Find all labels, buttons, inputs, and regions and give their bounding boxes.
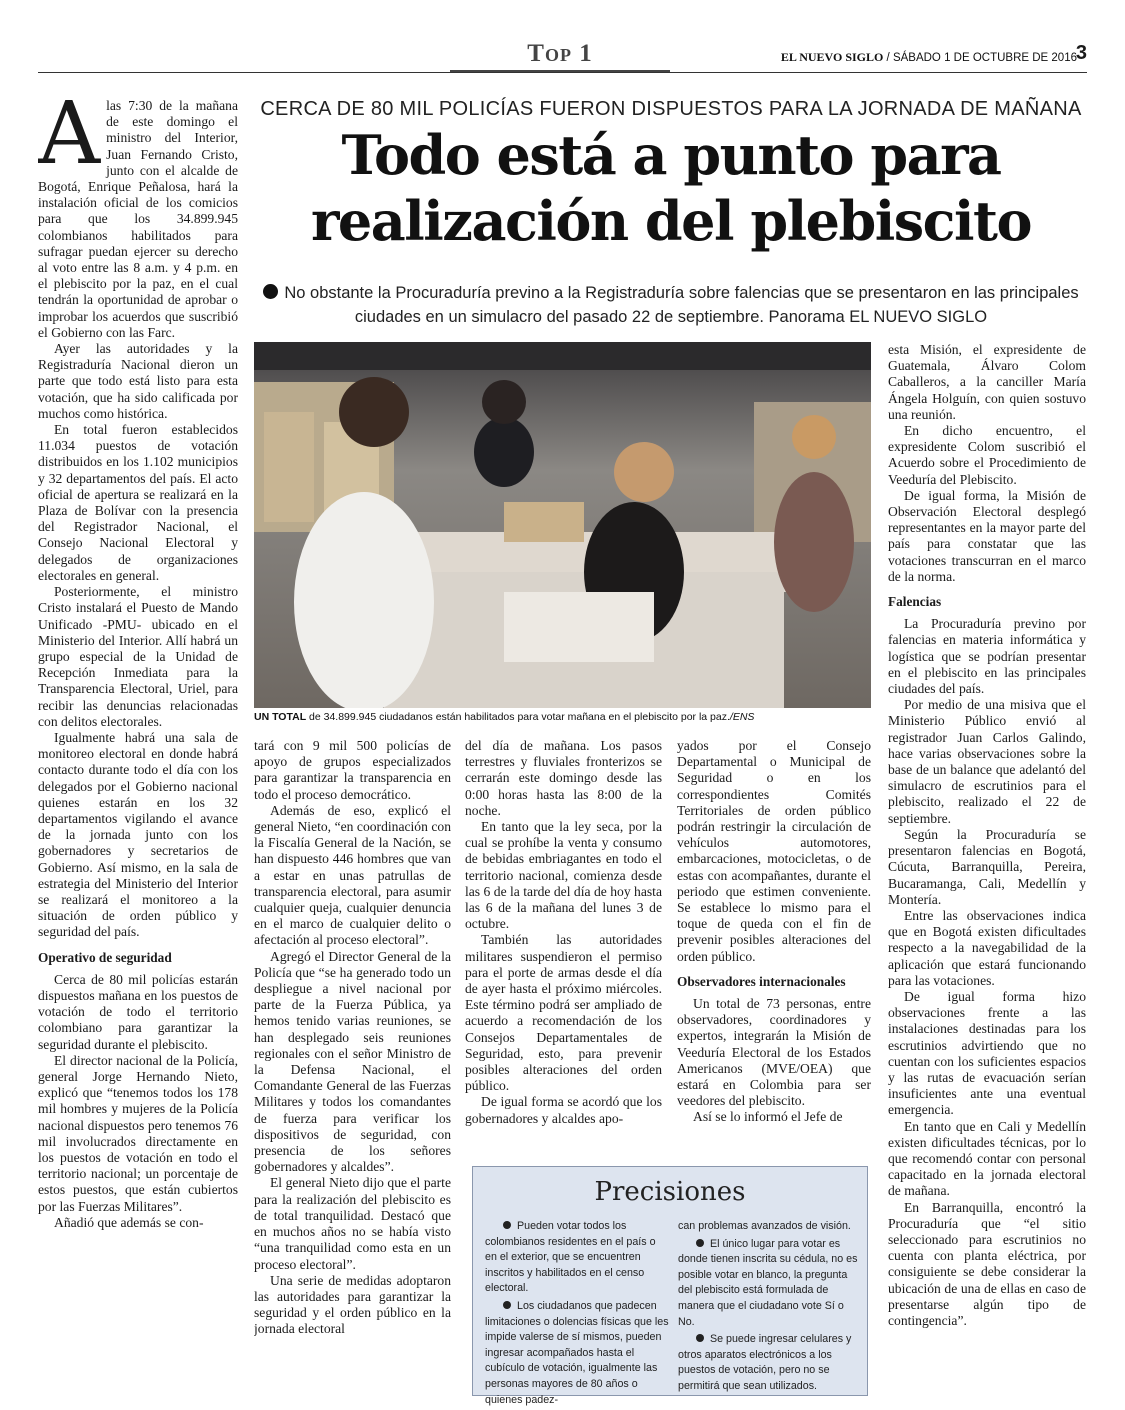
photo-illustration [254, 342, 871, 708]
box-column-2 [678, 1219, 862, 1397]
article-deck [254, 281, 1088, 329]
caption-text: de 34.899.945 ciudadanos están habilitados para votar mañana en el plebiscito por la paz. [306, 711, 730, 723]
paragraph: Añadió que además se con- [54, 1214, 204, 1230]
article-column-1 [38, 98, 238, 1398]
box-item-continued: can problemas avanzados de visión. [678, 1220, 851, 1232]
subhead-falencias: Falencias [888, 594, 942, 610]
bullet-icon [503, 1221, 511, 1229]
article-kicker: CERCA DE 80 MIL POLICÍAS FUERON DISPUESTOS PARA LA JORNADA DE MAÑANA [260, 98, 1082, 120]
article-column-4 [677, 738, 871, 1148]
paragraph: Agregó el Director General de la Policía que “se ha generado todo un despliegue a nivel nacional por parte de la Fuerza Pública, ya hemos tenido varias reuniones, se han desplegado seis reuniones regionales con el señor Ministro de la Defensa Nacional, el Comandante General de las Fuerzas Militares y todos los comandantes de fuerza para verificar los dispositivos de seguridad, con presencia de los señores gobernadores y alcaldes”. [254, 948, 451, 1175]
paragraph: Así se lo informó el Jefe de [693, 1109, 843, 1125]
paragraph: Igualmente habrá una sala de monitoreo electoral en donde habrá contacto durante todo el día con los delegados por el Gobierno nacional quienes estarán en los 32 departamentos vigilando el avance de la jornada junto con los gobernadores y secretarios de Gobierno. Así mismo, en la sala de estrategia del Ministerio del Interior se realizará el monitoreo a la situación de orden público y seguridad del país. [38, 729, 238, 940]
section-tag: Top 1 [527, 40, 593, 67]
paragraph: En dicho encuentro, el expresidente Colom suscribió el Acuerdo sobre el Procedimiento de Veeduría del Plebiscito. [888, 423, 1086, 487]
header-rule [38, 72, 1087, 73]
article-column-3 [465, 738, 662, 1148]
caption-credit: /ENS [729, 711, 755, 723]
paragraph: Entre las observaciones indica que en Bogotá existen dificultades respecto a la navegabilidad de la aplicación que estará funcionando para las votaciones. [888, 907, 1086, 988]
paragraph: las 7:30 de la mañana de este domingo el ministro del Interior, Juan Fernando Cristo, junto con el alcalde de Bogotá, Enrique Peñalosa, hará la instalación oficial de los comicios para que los 34.899.945 colombianos habilitados para sufragar puedan ejercer su derecho al voto entre las 8 a.m. y 4 p.m. en el plebiscito por la paz, en el cual tendrán la oportunidad de aprobar o improbar los acuerdos que suscribió el Gobierno con las Farc. [38, 98, 238, 340]
deck-text: No obstante la Procuraduría previno a la Registraduría sobre falencias que se presentaron en las principales ciudades en un simulacro del pasado 22 de septiembre. Panorama EL NUEVO SIGLO [284, 284, 1079, 326]
paragraph: Ayer las autoridades y la Registraduría Nacional dieron un parte que todo está listo para esta votación, que ha sido calificada por muchos como histórica. [38, 341, 238, 421]
article-photo [254, 342, 871, 708]
article-headline [254, 122, 1088, 254]
box-column-1 [485, 1219, 669, 1410]
paragraph: tará con 9 mil 500 policías de apoyo de grupos especializados para garantizar la transparencia en todo el proceso democrático. [254, 738, 451, 802]
dropcap: A [38, 98, 101, 184]
paragraph: El director nacional de la Policía, general Jorge Hernando Nieto, explicó que “tenemos todos los 178 mil hombres y mujeres de la Policía nacional dispuestos pero tenemos 76 mil involucrados directamente en los puestos de votación en todo el territorio nacional; un porcentaje de estos puestos, que están cubiertos por las Fuerzas Militares”. [38, 1052, 238, 1214]
paragraph: Según la Procuraduría se presentaron falencias en Bogotá, Cúcuta, Barranquilla, Pereira, Bucaramanga, Cali, Medellín y Montería. [888, 826, 1086, 907]
bullet-icon [696, 1334, 704, 1342]
photo-caption [254, 711, 871, 723]
paragraph: En total fueron establecidos 11.034 puestos de votación distribuidos en los 1.102 municipios y 32 departamentos del país. El acto oficial de apertura se realizará en la Plaza de Bolívar con la presencia del Registrador Nacional, el Consejo Nacional Electoral y delegados de organizaciones electorales en general. [38, 422, 238, 583]
box-item [678, 1332, 862, 1394]
precisiones-box [472, 1166, 868, 1406]
box-item-text: Se puede ingresar celulares y otros aparatos electrónicos a los puestos de votación, pero no se permitirá que sean utilizados. [678, 1333, 852, 1392]
paragraph: De igual forma hizo observaciones frente a las instalaciones destinadas para los escrutinios advirtiendo que no cuentan con los suficientes espacios y las rutas de evacuación serían insuficientes ante una eventual emergencia. [888, 988, 1086, 1118]
box-item-text: El único lugar para votar es donde tienen inscrita su cédula, no es posible votar en blanco, la pregunta del plebiscito está formulada de manera que el ciudadano vote Sí o No. [678, 1237, 858, 1328]
masthead: EL NUEVO SIGLO / SÁBADO 1 DE OCTUBRE DE 2016 [780, 50, 1077, 64]
paragraph: El general Nieto dijo que el parte para la realización del plebiscito es de total tranquilidad. Destacó que en muchos años no se había visto “una tranquilidad como esta en un proceso electoral”. [254, 1175, 451, 1272]
paragraph: En Barranquilla, encontró la Procuraduría que “el sitio seleccionado para escrutinios no cuenta con planta eléctrica, por consiguiente se debe considerar la ubicación de una de ellas en caso de presentarse algún tipo de contingencia”. [888, 1199, 1086, 1328]
bullet-icon [696, 1239, 704, 1247]
subhead-security: Operativo de seguridad [38, 949, 172, 965]
box-item [485, 1219, 669, 1297]
article-column-2 [254, 738, 451, 1400]
headline-line-1: Todo está a punto para [341, 123, 1001, 187]
subhead-observers: Observadores internacionales [677, 973, 846, 989]
paragraph: De igual forma, la Misión de Observación Electoral desplegó representantes en la mayor parte del país para constatar que las votaciones transcurran en el marco de la norma. [888, 487, 1086, 584]
box-item [485, 1299, 669, 1408]
box-title: Precisiones [594, 1177, 746, 1207]
caption-label: UN TOTAL [254, 711, 307, 723]
page-number: 3 [1075, 42, 1087, 64]
paragraph: La Procuraduría previno por falencias en materia informática y logística que se podrían presentar en el plebiscito en las principales ciudades del país. [888, 616, 1086, 697]
paragraph: yados por el Consejo Departamental o Municipal de Seguridad o en los correspondientes Comités Territoriales de orden público podrán restringir la circulación de vehículos automotores, embarcaciones, motocicletas, o de estas con acompañantes, durante el periodo que estimen conveniente. Se establece lo mismo para el toque de queda con el fin de prevenir posibles alteraciones del orden público. [677, 738, 871, 964]
paragraph: del día de mañana. Los pasos terrestres y fluviales fronterizos se cerrarán este domingo desde las 0:00 horas hasta las 8:00 de la noche. [465, 738, 662, 818]
box-item-text: Los ciudadanos que padecen limitaciones o dolencias físicas que les impide valerse de sí mismos, pueden ingresar acompañados hasta el cubículo de votación, igualmente las personas mayores de 80 años o quienes padez- [485, 1299, 669, 1406]
deck-bullet-icon [263, 284, 278, 299]
paragraph: Un total de 73 personas, entre observadores, coordinadores y expertos, integrarán la Misión de Veeduría Electoral de los Estados Americanos (MVE/OEA) que estará en Colombia para ser veedores del plebiscito. [677, 996, 871, 1109]
masthead-paper: EL NUEVO SIGLO [780, 50, 884, 64]
paragraph: También las autoridades militares suspendieron el permiso para el porte de armas desde el día de ayer hasta el próximo miércoles. Este término podrá ser ampliado de acuerdo a recomendación de los Consejos Departamentales de Seguridad, esto, para prevenir posibles alteraciones del orden público. [465, 932, 662, 1094]
paragraph: Cerca de 80 mil policías estarán dispuestos mañana en los puestos de votación de todo el territorio colombiano para garantizar la seguridad durante el plebiscito. [38, 971, 238, 1052]
paragraph: Además de eso, explicó el general Nieto, “en coordinación con la Fiscalía General de la Nación, se han dispuesto 446 hombres que van a estar en unas patrullas de transparencia electoral, para asumir cualquier queja, cualquier denuncia en el marco de cualquier delito o afectación al proceso electoral”. [254, 802, 451, 948]
paragraph: En tanto que en Cali y Medellín existen dificultades técnicas, por lo que recomendó contar con personal capacitado en la jornada electoral de mañana. [888, 1118, 1086, 1199]
headline-line-2: realización del plebiscito [310, 189, 1032, 253]
paragraph: Posteriormente, el ministro Cristo instalará el Puesto de Mando Unificado -PMU- ubicado en el Ministerio del Interior. Allí habrá un grupo especial de la Unidad de Recepción Inmediata para la Transparencia Electoral, Uriel, para recibir las denuncias relacionadas con delitos electorales. [38, 584, 238, 729]
paragraph: esta Misión, el expresidente de Guatemala, Álvaro Colom Caballeros, a la canciller María Ángela Holguín, con quien sostuvo una reunión. [888, 342, 1086, 422]
masthead-date: SÁBADO 1 DE OCTUBRE DE 2016 [892, 52, 1077, 64]
paragraph: Una serie de medidas adoptaron las autoridades para garantizar la seguridad y el orden público en la jornada electoral [254, 1272, 451, 1337]
box-item [678, 1237, 862, 1331]
box-item-text: Pueden votar todos los colombianos residentes en el país o en el exterior, que se encuentren inscritos y habilitados en el censo electoral. [485, 1220, 656, 1295]
paragraph: De igual forma se acordó que los gobernadores y alcaldes apo- [465, 1094, 662, 1126]
paragraph: En tanto que la ley seca, por la cual se prohíbe la venta y consumo de bebidas embriagantes en todo el territorio nacional, comienza desde las 6 de la tarde del día de hoy hasta las 6 de la mañana del lunes 3 de octubre. [465, 819, 662, 932]
bullet-icon [503, 1301, 511, 1309]
article-column-5 [888, 342, 1086, 1402]
paragraph: Por medio de una misiva que el Ministerio Público envió al registrador Juan Carlos Galindo, hace varias observaciones sobre la base de un balance que adelantó del simulacro de escrutinios para el plebiscito, realizado el 22 de septiembre. [888, 697, 1086, 826]
